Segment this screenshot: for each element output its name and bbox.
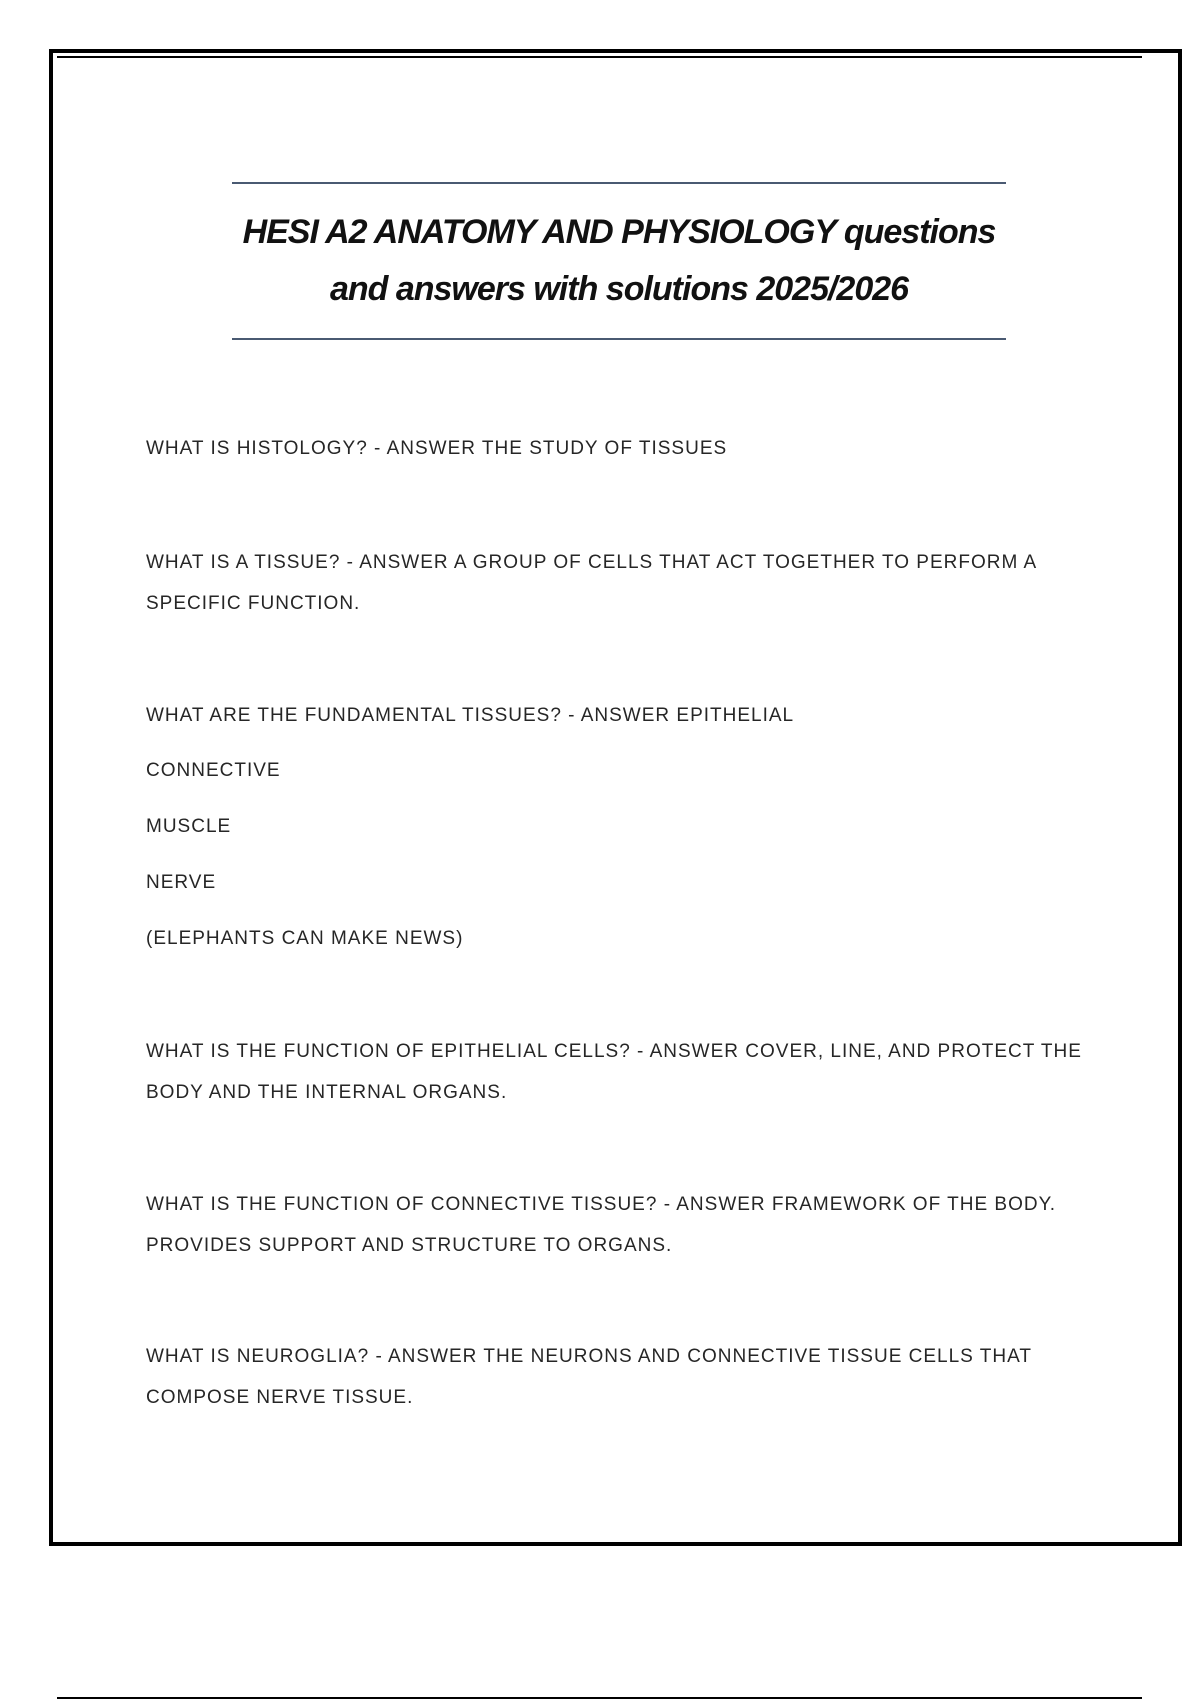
qa-item-fundamental-tissues xyxy=(146,695,1106,736)
answer-list-item-muscle: MUSCLE xyxy=(146,816,232,837)
qa-question-answer: WHAT ARE THE FUNDAMENTAL TISSUES? - ANSWER EPITHELIAL xyxy=(146,705,795,726)
qa-item-epithelial-function xyxy=(146,1031,1106,1113)
document-title-line-2: and answers with solutions 2025/2026 xyxy=(329,270,909,308)
answer-list-item-nerve: NERVE xyxy=(146,872,217,893)
page-bottom-rule xyxy=(57,1697,1142,1699)
qa-answer-continuation: BODY AND THE INTERNAL ORGANS. xyxy=(146,1082,508,1103)
answer-list-item-mnemonic: (ELEPHANTS CAN MAKE NEWS) xyxy=(146,928,464,949)
qa-item-connective-function xyxy=(146,1184,1106,1266)
document-title-line-1: HESI A2 ANATOMY AND PHYSIOLOGY questions xyxy=(242,213,996,251)
qa-item-tissue xyxy=(146,542,1106,624)
answer-list-item-connective: CONNECTIVE xyxy=(146,760,281,781)
qa-question-answer: WHAT IS HISTOLOGY? - ANSWER THE STUDY OF TISSUES xyxy=(146,438,728,459)
title-rule-bottom xyxy=(232,338,1006,340)
qa-question-answer: WHAT IS THE FUNCTION OF EPITHELIAL CELLS? - ANSWER COVER, LINE, AND PROTECT THE xyxy=(146,1041,1082,1062)
qa-item-neuroglia xyxy=(146,1336,1106,1418)
qa-answer-continuation: COMPOSE NERVE TISSUE. xyxy=(146,1387,414,1408)
qa-question-answer: WHAT IS NEUROGLIA? - ANSWER THE NEURONS AND CONNECTIVE TISSUE CELLS THAT xyxy=(146,1346,1032,1367)
page-border-inner-line xyxy=(57,56,1142,58)
qa-answer-continuation: PROVIDES SUPPORT AND STRUCTURE TO ORGANS. xyxy=(146,1235,673,1256)
title-rule-top xyxy=(232,182,1006,184)
qa-question-answer: WHAT IS A TISSUE? - ANSWER A GROUP OF CELLS THAT ACT TOGETHER TO PERFORM A xyxy=(146,552,1038,573)
document-title xyxy=(200,204,1038,318)
qa-question-answer: WHAT IS THE FUNCTION OF CONNECTIVE TISSUE? - ANSWER FRAMEWORK OF THE BODY. xyxy=(146,1194,1057,1215)
qa-item-histology xyxy=(146,428,1106,469)
qa-answer-continuation: SPECIFIC FUNCTION. xyxy=(146,593,361,614)
